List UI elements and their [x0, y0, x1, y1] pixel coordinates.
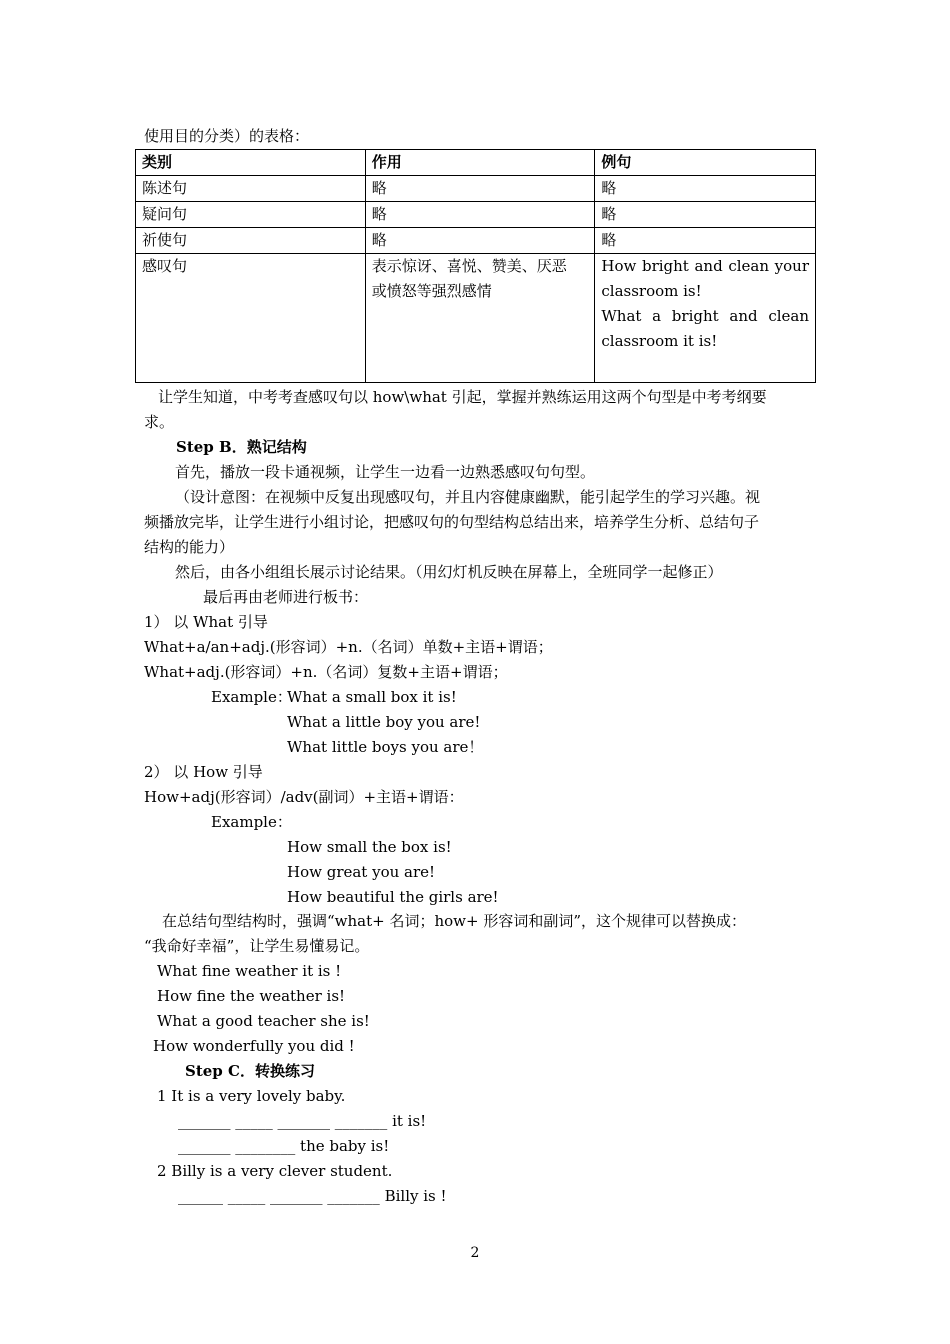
example-sentence: How wonderfully you did ! [153, 1037, 355, 1055]
paragraph: （设计意图：在视频中反复出现感叹句，并且内容健康幽默，能引起学生的学习兴趣。视 [175, 488, 761, 506]
paragraph: 求。 [144, 413, 175, 431]
sentence-type-table [135, 149, 816, 383]
table-cell: 祈使句 [136, 228, 366, 254]
intro-line: 使用目的分类）的表格： [144, 127, 310, 145]
example-sentence: What a little boy you are! [287, 713, 481, 731]
example-sentence: How beautiful the girls are! [287, 888, 499, 906]
usage-line: 表示惊讶、喜悦、赞美、厌恶 [371, 257, 567, 275]
table-cell: 略 [595, 176, 816, 202]
table-row [136, 228, 816, 254]
table-header-cell: 例句 [595, 150, 816, 176]
example-line: classroom is! [601, 282, 702, 300]
paragraph: 结构的能力） [144, 538, 235, 556]
table-cell: 略 [595, 228, 816, 254]
example-label: Example： [211, 688, 292, 706]
paragraph: 在总结句型结构时，强调“what+ 名词；how+ 形容词和副词”，这个规律可以替换成： [162, 912, 747, 930]
table-cell: 陈述句 [136, 176, 366, 202]
table-header-cell: 作用 [365, 150, 595, 176]
table-row-exclamatory [136, 254, 816, 383]
table-cell-usage [365, 254, 595, 383]
paragraph: 首先，播放一段卡通视频，让学生一边看一边熟悉感叹句句型。 [175, 463, 596, 481]
paragraph: 让学生知道，中考考查感叹句以 how\what 引起，掌握并熟练运用这两个句型是中考考纲要 [158, 388, 767, 406]
table-row [136, 176, 816, 202]
example-sentence: How small the box is! [287, 838, 452, 856]
paragraph: “我命好幸福”，让学生易懂易记。 [144, 937, 370, 955]
step-b-heading: Step B．熟记结构 [176, 438, 307, 456]
example-sentence: What a small box it is! [287, 688, 457, 706]
step-c-heading: Step C．转换练习 [185, 1062, 315, 1080]
table-header-row [136, 150, 816, 176]
example-line: classroom it is! [601, 332, 718, 350]
what-heading: 1） 以 What 引导 [144, 613, 268, 631]
example-label: Example： [211, 813, 292, 831]
example-sentence: How great you are! [287, 863, 436, 881]
what-rule: What+a/an+adj.(形容词）+n.（名词）单数+主语+谓语； [144, 638, 553, 656]
table-header-cell: 类别 [136, 150, 366, 176]
exercise-question: 1 It is a very lovely baby. [157, 1087, 346, 1105]
paragraph: 频播放完毕，让学生进行小组讨论，把感叹句的句型结构总结出来，培养学生分析、总结句子 [144, 513, 760, 531]
paragraph: 最后再由老师进行板书： [203, 588, 369, 606]
how-rule: How+adj(形容词）/adv(副词）+主语+谓语： [144, 788, 464, 806]
table-cell: 略 [595, 202, 816, 228]
page-number: 2 [470, 1245, 480, 1261]
table-cell: 感叹句 [136, 254, 366, 383]
example-line: What a bright and clean [601, 307, 809, 325]
exercise-blank: _______ ________ the baby is! [178, 1137, 390, 1155]
example-sentence: What fine weather it is ! [157, 962, 342, 980]
what-rule: What+adj.(形容词）+n.（名词）复数+主语+谓语； [144, 663, 508, 681]
example-sentence: What little boys you are！ [287, 738, 484, 756]
example-line: How bright and clean your [601, 257, 809, 275]
table-cell-examples [595, 254, 816, 383]
table-cell: 略 [365, 228, 595, 254]
usage-line: 或愤怒等强烈感情 [371, 282, 492, 300]
exercise-blank: ______ _____ _______ _______ Billy is ! [178, 1187, 447, 1205]
paragraph: 然后，由各小组组长展示讨论结果。（用幻灯机反映在屏幕上，全班同学一起修正） [175, 563, 723, 581]
example-sentence: How fine the weather is! [157, 987, 346, 1005]
table-row [136, 202, 816, 228]
how-heading: 2） 以 How 引导 [144, 763, 263, 781]
table-cell: 疑问句 [136, 202, 366, 228]
table-cell: 略 [365, 202, 595, 228]
example-sentence: What a good teacher she is! [157, 1012, 370, 1030]
exercise-blank: _______ _____ _______ _______ it is! [178, 1112, 427, 1130]
exercise-question: 2 Billy is a very clever student. [157, 1162, 393, 1180]
table-cell: 略 [365, 176, 595, 202]
